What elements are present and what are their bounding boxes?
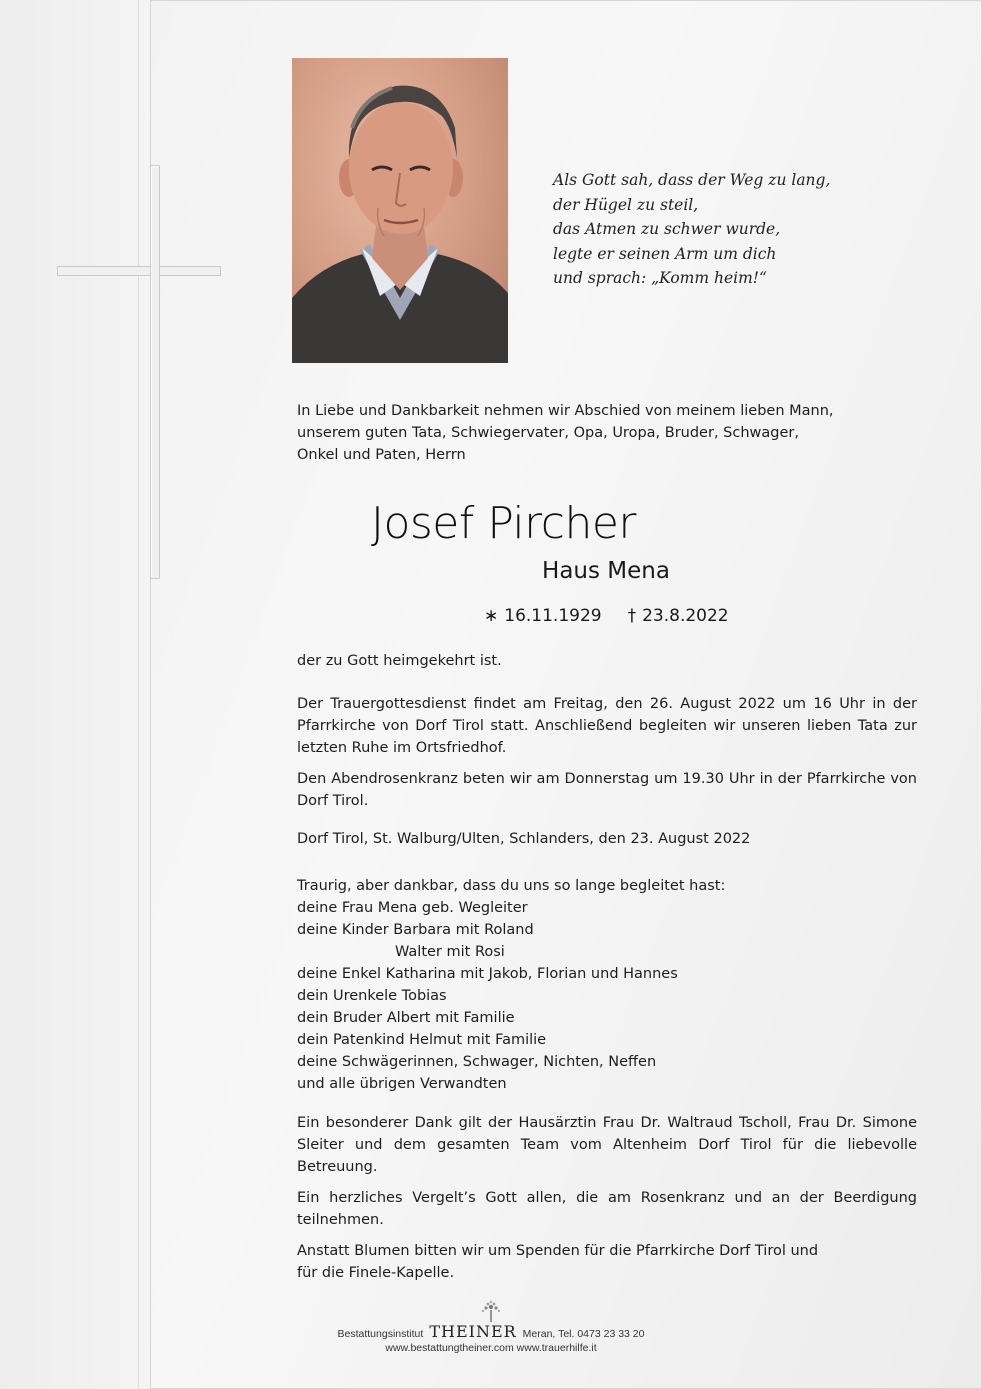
rosary-text: Den Abendrosenkranz beten wir am Donnerstag um 19.30 Uhr in der Pfarrkirche von Dorf Tirol. bbox=[297, 771, 917, 809]
donations-line: für die Finele-Kapelle. bbox=[297, 1265, 455, 1281]
intro-line: unserem guten Tata, Schwiegervater, Opa, Uropa, Bruder, Schwager, bbox=[297, 425, 799, 441]
place-date-text: Dorf Tirol, St. Walburg/Ulten, Schlanders, den 23. August 2022 bbox=[297, 831, 751, 847]
funeral-text: Der Trauergottesdienst findet am Freitag, den 26. August 2022 um 16 Uhr in der Pfarrkirche von Dorf Tirol statt. Anschließend begleiten wir unseren lieben Tata zur letzten Ruhe im Ortsfriedhof. bbox=[297, 696, 917, 756]
house-name: Haus Mena bbox=[542, 558, 670, 584]
side-divider bbox=[138, 0, 139, 1389]
donations-text bbox=[297, 1240, 917, 1284]
intro-line: In Liebe und Dankbarkeit nehmen wir Abschied von meinem lieben Mann, bbox=[297, 403, 834, 419]
mourner-line: dein Urenkele Tobias bbox=[297, 988, 447, 1004]
footer-prefix: Bestattungsinstitut bbox=[337, 1328, 424, 1340]
mourner-line: dein Bruder Albert mit Familie bbox=[297, 1010, 515, 1026]
mourner-line: deine Schwägerinnen, Schwager, Nichten, Neffen bbox=[297, 1054, 657, 1070]
mourners-list bbox=[297, 875, 917, 1095]
portrait-illustration bbox=[292, 58, 508, 363]
poem-line: Als Gott sah, dass der Weg zu lang, bbox=[553, 171, 831, 189]
thanks-text: Ein besonderer Dank gilt der Hausärztin Frau Dr. Waltraud Tscholl, Frau Dr. Simone Sleiter und dem gesamten Team vom Altenheim Dorf Tirol für die liebevolle Betreuung. bbox=[297, 1115, 917, 1175]
brand-name: THEINER bbox=[429, 1322, 517, 1341]
poem-line: das Atmen zu schwer wurde, bbox=[553, 220, 781, 238]
mourner-line: Walter mit Rosi bbox=[395, 944, 505, 960]
poem-line: legte er seinen Arm um dich bbox=[553, 244, 777, 263]
mourner-line: dein Patenkind Helmut mit Familie bbox=[297, 1032, 547, 1048]
death-symbol: † bbox=[627, 606, 637, 626]
life-dates bbox=[484, 606, 735, 626]
funeral-home-footer bbox=[0, 1300, 982, 1354]
deceased-name: Josef Pircher bbox=[370, 498, 637, 549]
footer-line bbox=[0, 1322, 982, 1341]
poem-line: der Hügel zu steil, bbox=[553, 195, 699, 214]
intro-line: Onkel und Paten, Herrn bbox=[297, 447, 466, 463]
cross-arm-left bbox=[57, 266, 151, 276]
footer-contact: Meran, Tel. 0473 23 33 20 bbox=[522, 1328, 645, 1340]
death-date: 23.8.2022 bbox=[642, 606, 729, 626]
mourner-line: deine Kinder Barbara mit Roland bbox=[297, 922, 534, 938]
poem bbox=[553, 168, 853, 291]
footer-websites[interactable]: www.bestattungtheiner.com www.trauerhilfe.it bbox=[385, 1342, 597, 1354]
vergelts-text: Ein herzliches Vergelt’s Gott allen, die am Rosenkranz und an der Beerdigung teilnehmen. bbox=[297, 1190, 917, 1228]
birth-date: 16.11.1929 bbox=[504, 606, 602, 626]
birth-symbol: ∗ bbox=[484, 606, 499, 626]
tree-logo-icon bbox=[476, 1300, 506, 1322]
cross-arm-right bbox=[160, 266, 221, 276]
returned-home-text: der zu Gott heimgekehrt ist. bbox=[297, 653, 502, 669]
mourner-line: deine Frau Mena geb. Wegleiter bbox=[297, 900, 528, 916]
intro-text bbox=[297, 400, 917, 466]
portrait-photo bbox=[292, 58, 508, 363]
mourner-line: deine Enkel Katharina mit Jakob, Florian und Hannes bbox=[297, 966, 678, 982]
mourners-intro: Traurig, aber dankbar, dass du uns so lange begleitet hast: bbox=[297, 878, 726, 894]
side-column bbox=[0, 0, 151, 1389]
donations-line: Anstatt Blumen bitten wir um Spenden für die Pfarrkirche Dorf Tirol und bbox=[297, 1243, 819, 1259]
poem-line: und sprach: „Komm heim!“ bbox=[553, 269, 767, 287]
mourner-line: und alle übrigen Verwandten bbox=[297, 1076, 507, 1092]
